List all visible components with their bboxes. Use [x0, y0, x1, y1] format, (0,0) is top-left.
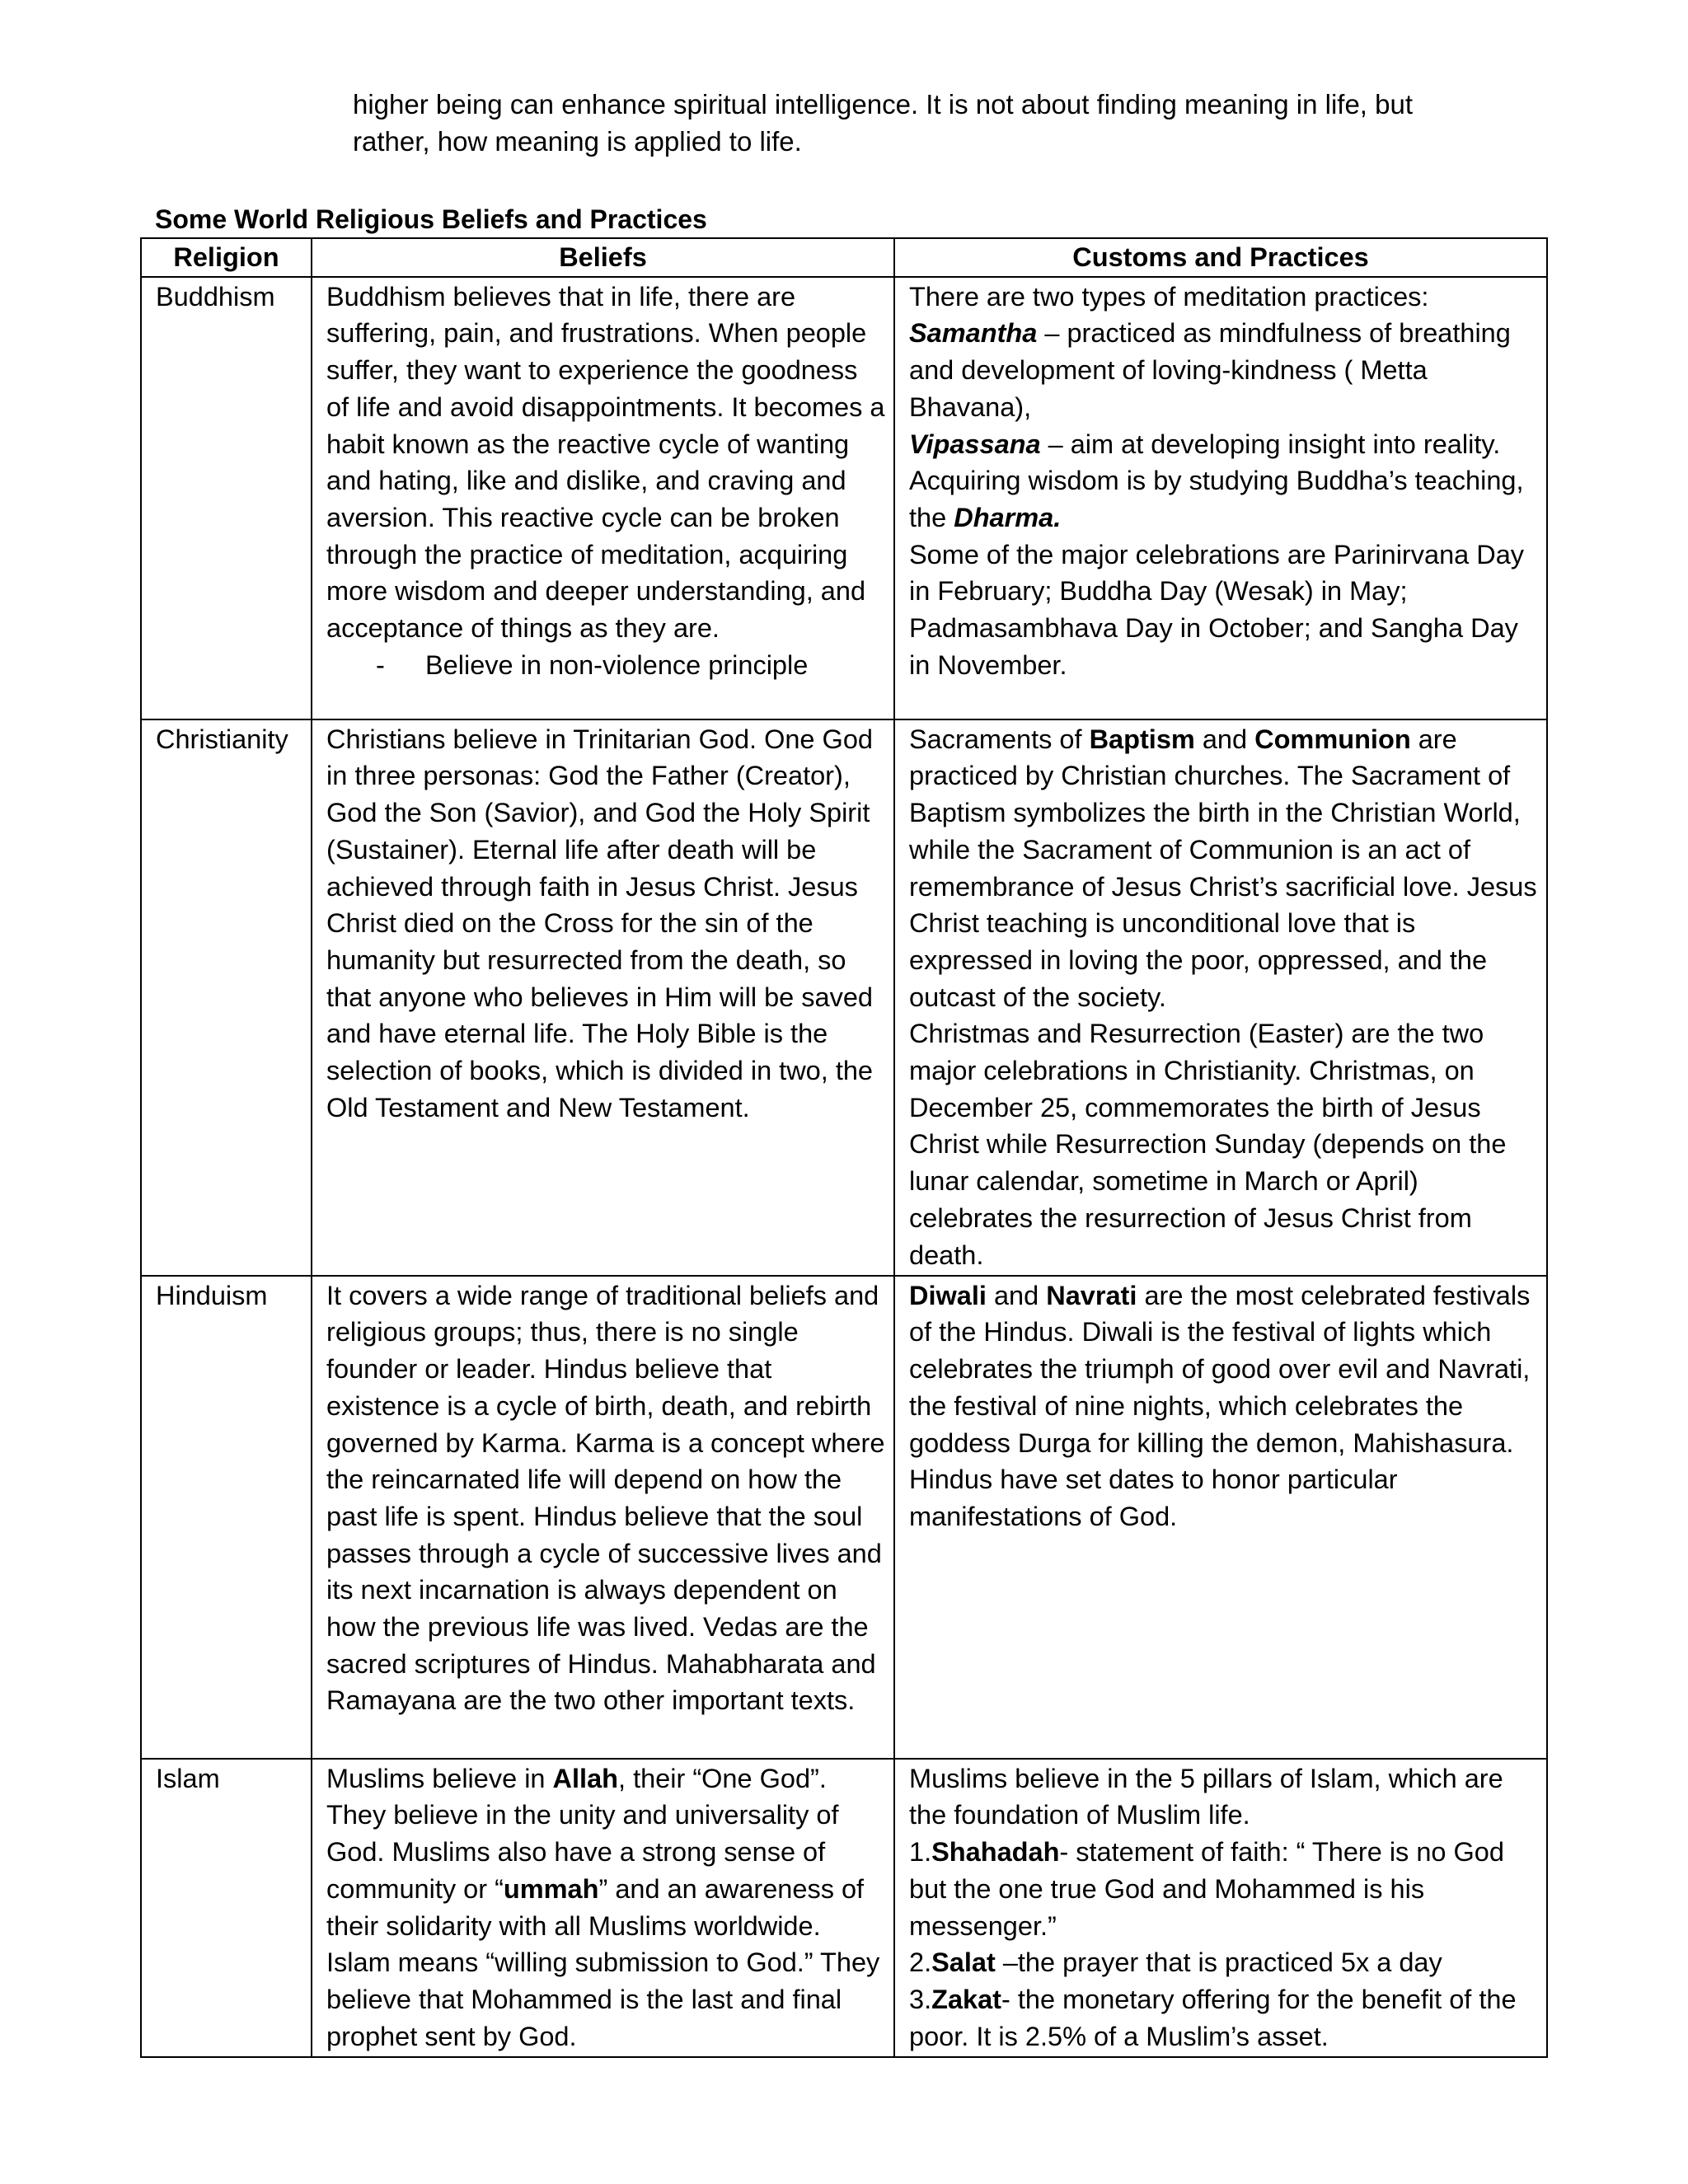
navrati-term: Navrati: [1046, 1280, 1137, 1310]
vipassana-paragraph: [909, 426, 1538, 463]
festivals-paragraph: [909, 1277, 1538, 1535]
intro-line-2: rather, how meaning is applied to life.: [353, 126, 802, 157]
customs-cell: [894, 277, 1547, 719]
beliefs-paragraph: [326, 1760, 885, 2055]
shahadah-term: Shahadah: [931, 1837, 1060, 1868]
samantha-term: Samantha: [909, 318, 1038, 349]
beliefs-text: Buddhism believes that in life, there are suffering, pain, and frustrations. When people suffer, they want to experience the goodness of life and avoid disappointments. It becomes a habit known as the reactive cycle of wanting and hating, like and dislike, and craving and aversion. This reactive cycle can be broken through the practice of meditation, acquiring more wisdom and deeper understanding, and acceptance of things as they are.: [326, 281, 885, 644]
festivals-text: are the most celebrated festivals of the Hindus. Diwali is the festival of lights which celebrates the triumph of good over evil and Navrati, the festival of nine nights, which celebrates the goddess Durga for killing the demon, Mahishasura. Hindus have set dates to honor particular manifestations of God.: [909, 1280, 1531, 1531]
allah-term: Allah: [552, 1763, 619, 1793]
customs-cell: [894, 719, 1547, 1276]
customs-cell: [894, 1759, 1547, 2057]
sacraments-pre: Sacraments of: [909, 724, 1090, 754]
vipassana-text: – aim at developing insight into reality.: [1040, 429, 1501, 459]
table-row-christianity: [141, 719, 1547, 1276]
vipassana-term: Vipassana: [909, 429, 1041, 459]
beliefs-text: It covers a wide range of traditional beliefs and religious groups; thus, there is no single founder or leader. Hindus believe that existence is a cycle of birth, death, and rebirth governed by Karma. Karma is a concept where the reincarnated life will depend on how the past life is spent. Hindus believe that the soul passes through a cycle of successive lives and its next incarnation is always dependent on how the previous life was lived. Vedas are the sacred scriptures of Hindus. Mahabharata and Ramayana are the two other important texts.: [326, 1280, 885, 1716]
wisdom-text: Acquiring wisdom is by studying Buddha’s teaching, the: [909, 466, 1524, 532]
beliefs-text: Christians believe in Trinitarian God. One God in three personas: God the Father (Creator), God the Son (Savior), and God the Holy Spirit (Sustainer). Eternal life after death will be achieved through faith in Jesus Christ. Jesus Christ died on the Cross for the sin of the humanity but resurrected from the death, so that anyone who believes in Him will be saved and have eternal life. The Holy Bible is the selection of books, which is divided in two, the Old Testament and New Testament.: [326, 724, 873, 1122]
bullet-dash: -: [376, 649, 385, 680]
header-beliefs: Beliefs: [312, 238, 894, 277]
beliefs-pre: Muslims believe in: [326, 1763, 553, 1793]
religions-table: [140, 237, 1548, 2058]
table-header-row: [141, 238, 1547, 277]
samantha-paragraph: [909, 315, 1538, 425]
header-religion: Religion: [141, 238, 312, 277]
pillar-3-number: 3.: [909, 1984, 932, 2014]
pillar-3-text: - the monetary offering for the benefit of the poor. It is 2.5% of a Muslim’s asset.: [909, 1984, 1517, 2051]
pillar-2-number: 2.: [909, 1947, 932, 1978]
celebrations-text: Christmas and Resurrection (Easter) are the two major celebrations in Christianity. Christmas, on December 25, commemorates the birth of Jesus Christ while Resurrection Sunday (depends on the lunar calendar, sometime in March or April) celebrates the resurrection of Jesus Christ from death.: [909, 1019, 1507, 1270]
sacraments-and: and: [1194, 724, 1255, 754]
intro-line-1: higher being can enhance spiritual intelligence. It is not about finding meaning in life, but: [353, 89, 1414, 120]
table-row-hinduism: [141, 1276, 1547, 1759]
baptism-term: Baptism: [1089, 724, 1195, 754]
customs-cell: [894, 1276, 1547, 1759]
sacraments-paragraph: [909, 721, 1538, 1016]
salat-term: Salat: [931, 1947, 996, 1978]
pillars-intro: Muslims believe in the 5 pillars of Islam, which are the foundation of Muslim life.: [909, 1763, 1503, 1830]
sacraments-post: are practiced by Christian churches. The Sacrament of Baptism symbolizes the birth in the Christian World, while the Sacrament of Communion is an act of remembrance of Jesus Christ’s sacrificial love. Jesus Christ teaching is unconditional love that is expressed in loving the poor, oppressed, and the outcast of the society.: [909, 724, 1537, 1012]
festivals-and: and: [986, 1280, 1047, 1310]
samantha-text: – practiced as mindfulness of breathing and development of loving-kindness ( Metta Bhavana),: [909, 318, 1511, 422]
religion-cell: Buddhism: [141, 277, 312, 719]
pillar-1: [909, 1834, 1538, 1944]
beliefs-post: ” and an awareness of their solidarity with all Muslims worldwide. Islam means “willing submission to God.” They believe that Mohammed is the last and final prophet sent by God.: [326, 1873, 880, 2051]
celebrations-text: Some of the major celebrations are Parinirvana Day in February; Buddha Day (Wesak) in May; Padmasambhava Day in October; and Sangha Day in November.: [909, 539, 1525, 680]
zakat-term: Zakat: [931, 1984, 1002, 2014]
pillar-3: [909, 1981, 1538, 2055]
bullet-text: Believe in non-violence principle: [425, 649, 809, 680]
pillar-1-number: 1.: [909, 1837, 932, 1868]
pillar-2-text: –the prayer that is practiced 5x a day: [995, 1947, 1442, 1978]
header-customs: Customs and Practices: [894, 238, 1547, 277]
table-row-buddhism: [141, 277, 1547, 719]
ummah-term: ummah: [503, 1873, 599, 1904]
religion-cell: Islam: [141, 1759, 312, 2057]
beliefs-bullet: [326, 647, 885, 684]
wisdom-paragraph: [909, 462, 1538, 536]
beliefs-cell: [312, 1759, 894, 2057]
customs-intro: There are two types of meditation practices:: [909, 281, 1429, 312]
beliefs-cell: [312, 277, 894, 719]
section-title: Some World Religious Beliefs and Practices: [155, 204, 707, 234]
communion-term: Communion: [1254, 724, 1411, 754]
diwali-term: Diwali: [909, 1280, 987, 1310]
religion-cell: Christianity: [141, 719, 312, 1276]
beliefs-cell: [312, 1276, 894, 1759]
beliefs-cell: [312, 719, 894, 1276]
beliefs-mid: , their “One God”. They believe in the unity and universality of God. Muslims also have a strong sense of community or “: [326, 1763, 839, 1904]
pillar-2: [909, 1944, 1538, 1981]
intro-paragraph: [353, 86, 1507, 160]
religion-cell: Hinduism: [141, 1276, 312, 1759]
dharma-term: Dharma.: [954, 502, 1062, 532]
pillar-1-text: - statement of faith: “ There is no God but the one true God and Mohammed is his messenger.”: [909, 1837, 1504, 1941]
table-row-islam: [141, 1759, 1547, 2057]
